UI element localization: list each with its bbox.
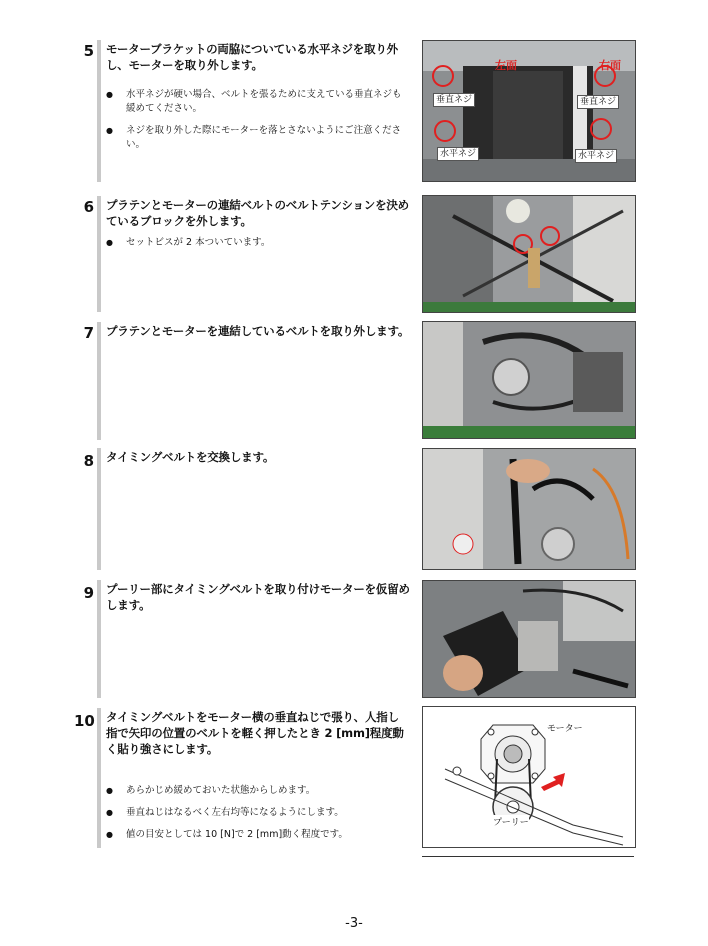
bullet-item: ● 垂直ねじはなるべく左右均等になるようにします。 [106, 806, 410, 820]
divider [422, 856, 634, 857]
bullet-item: ● 水平ネジが硬い場合、ベルトを張るために支えている垂直ネジも緩めてください。 [106, 88, 410, 116]
bullet-item: ● ネジを取り外した際にモーターを落とさないようにご注意ください。 [106, 124, 410, 152]
step-number: 9 [83, 584, 94, 602]
step-number: 6 [83, 198, 94, 216]
step-bar [97, 196, 101, 312]
horizontal-screw-label-left: 水平ネジ [437, 147, 479, 161]
step-title: モーターブラケットの両脇についている水平ネジを取り外し、モーターを取り外します。 [106, 42, 398, 72]
step-bar [97, 40, 101, 182]
page-number: -3- [345, 916, 363, 931]
photo-tension-block [422, 195, 636, 313]
photo-remove-belt [422, 321, 636, 439]
step-bar [97, 708, 101, 848]
photo-replace-belt [422, 448, 636, 570]
bullet-item: ● 値の目安としては 10 [N]で 2 [mm]動く程度です。 [106, 828, 410, 842]
step-bar [97, 580, 101, 698]
belt-tension-diagram [422, 706, 636, 848]
step-number: 5 [83, 42, 94, 60]
right-face-label: 右面 [599, 59, 621, 72]
photo-motor-bracket [422, 40, 636, 182]
step-number: 10 [74, 712, 95, 730]
horizontal-screw-label-right: 水平ネジ [575, 149, 617, 163]
step-title: タイミングベルトを交換します。 [106, 450, 275, 464]
step-bar [97, 322, 101, 440]
step-number: 8 [83, 452, 94, 470]
step-bar [97, 448, 101, 570]
motor-label: モーター [547, 724, 583, 734]
bullet-item: ● セットビスが 2 本ついています。 [106, 236, 410, 250]
step-title: プラテンとモーターの連結ベルトのベルトテンションを決めているブロックを外します。 [106, 198, 409, 228]
step-number: 7 [83, 324, 94, 342]
step-title: プラテンとモーターを連結しているベルトを取り外します。 [106, 324, 410, 338]
step-title: プーリー部にタイミングベルトを取り付けモーターを仮留めします。 [106, 582, 410, 612]
step-bullets [106, 236, 410, 258]
step-bullets [106, 784, 410, 850]
bullet-item: ● あらかじめ緩めておいた状態からしめます。 [106, 784, 410, 798]
step-title: タイミングベルトをモーター横の垂直ねじで張り、人指し指で矢印の位置のベルトを軽く押したとき 2 [mm]程度動く貼り強さにします。 [106, 710, 404, 756]
photo-attach-belt [422, 580, 636, 698]
vertical-screw-label-right: 垂直ネジ [577, 95, 619, 109]
step-bullets [106, 88, 410, 160]
pulley-label: プーリー [493, 815, 529, 828]
vertical-screw-label-left: 垂直ネジ [433, 93, 475, 107]
left-face-label: 左面 [495, 59, 517, 72]
